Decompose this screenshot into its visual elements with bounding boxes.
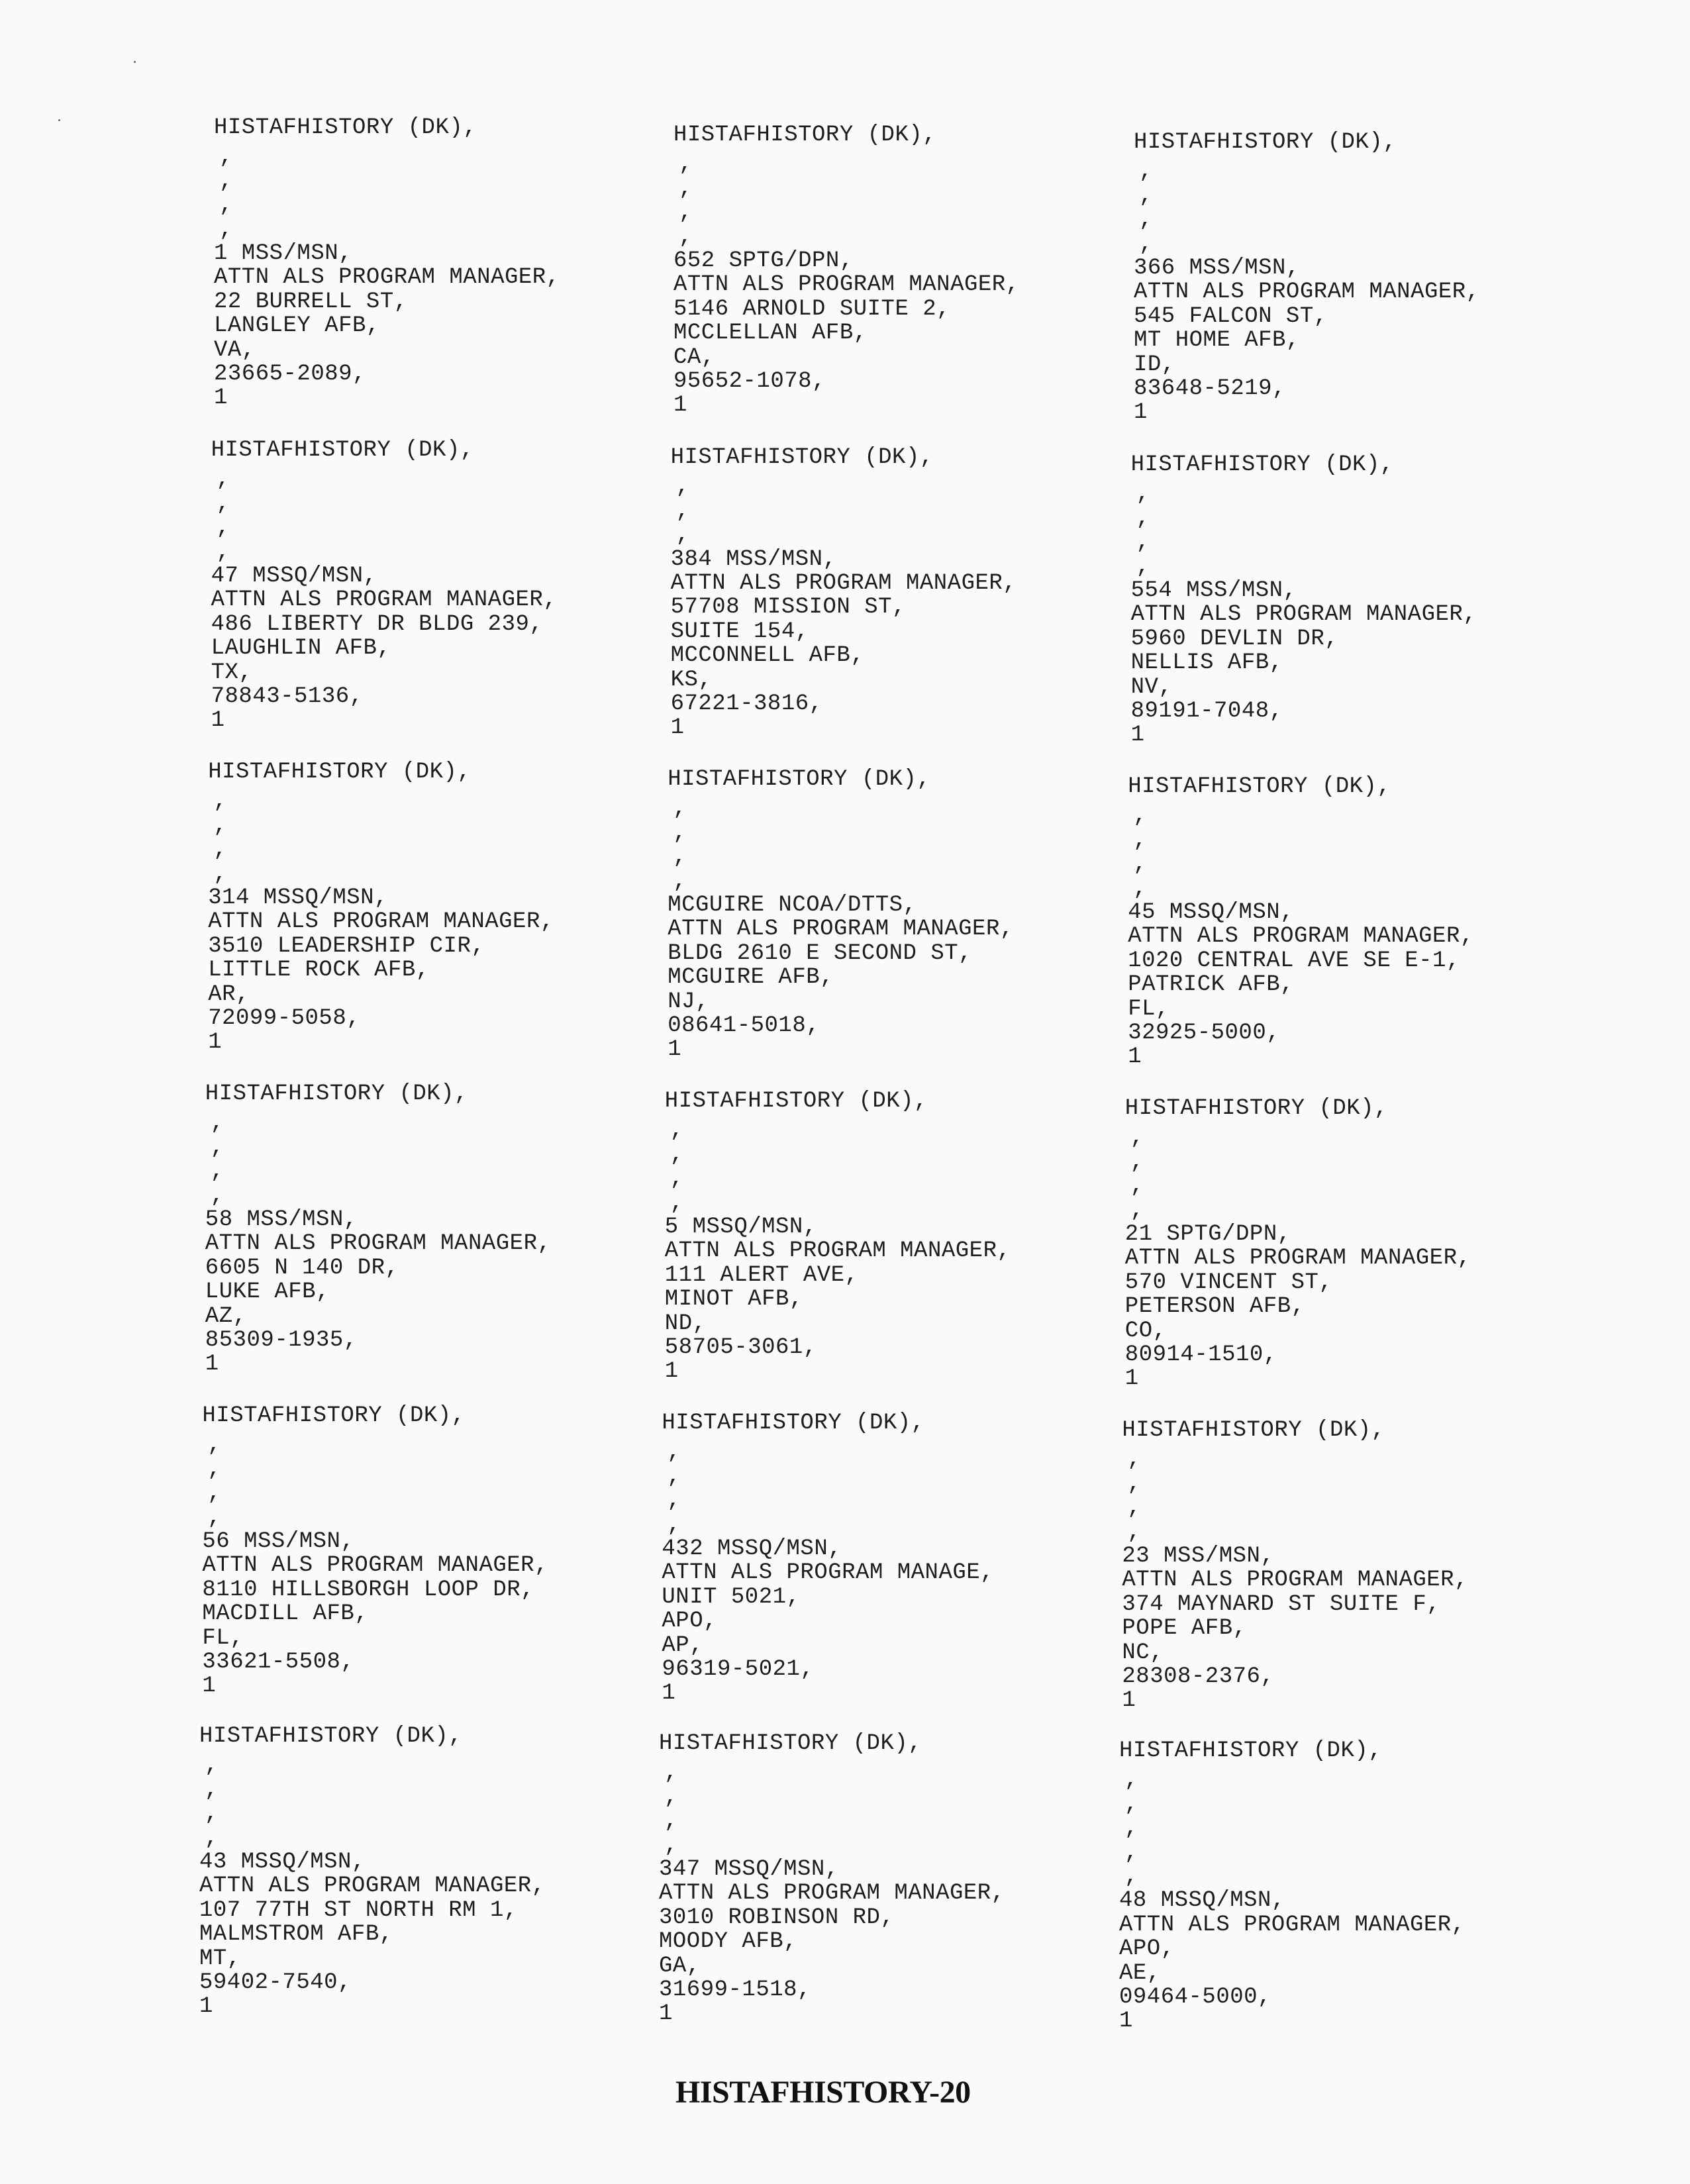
empty-field-comma: , [219,168,233,194]
label-line: 1 [199,1994,213,2020]
label-line: 1 [1134,400,1148,426]
label-line: 652 SPTG/DPN, [673,248,854,274]
label-line: 58 MSS/MSN, [205,1207,358,1233]
empty-field-comma: , [1133,875,1148,901]
empty-field-comma: , [1136,554,1150,579]
empty-field-comma: , [670,1166,684,1192]
label-line: 545 FALCON ST, [1134,303,1328,329]
empty-field-comma: , [1127,1471,1142,1497]
label-line: 48 MSSQ/MSN, [1119,1888,1285,1914]
address-label [1122,1418,1468,1713]
empty-field-comma: , [1136,530,1150,556]
address-label [1119,1739,1466,2034]
empty-field-comma: , [205,1777,219,1803]
empty-field-comma: , [207,1456,222,1482]
label-line: 09464-5000, [1119,1985,1271,2010]
label-line: ND, [664,1311,707,1336]
label-line: 58705-3061, [664,1335,817,1361]
label-line: LITTLE ROCK AFB, [208,958,430,983]
address-label [1128,775,1474,1069]
label-line: MCCLELLAN AFB, [673,321,868,346]
label-line: 374 MAYNARD ST SUITE F, [1122,1591,1441,1617]
empty-field-comma: , [1133,803,1148,829]
empty-field-comma: , [205,1801,219,1827]
empty-field-comma: , [216,491,230,517]
label-header: HISTAFHISTORY (DK), [1122,1418,1385,1443]
scan-speck [58,119,60,121]
label-line: 45 MSSQ/MSN, [1128,900,1295,926]
address-label [202,1404,548,1699]
empty-field-comma: , [1139,159,1153,185]
empty-field-comma: , [219,193,233,219]
label-line: GA, [659,1953,701,1979]
label-line: LANGLEY AFB, [214,313,380,339]
label-line: ATTN ALS PROGRAM MANAGER, [668,917,1014,942]
empty-field-comma: , [667,1440,681,1465]
label-line: 1 [1122,1688,1136,1714]
label-header: HISTAFHISTORY (DK), [668,767,931,792]
label-line: 6605 N 140 DR, [205,1255,399,1281]
label-line: 85309-1935, [205,1328,358,1354]
empty-field-comma: , [1127,1519,1142,1545]
label-line: 95652-1078, [673,369,826,395]
empty-field-comma: , [679,224,693,250]
label-line: ATTN ALS PROGRAM MANAGER, [659,1881,1005,1907]
label-line: 1 [668,1037,682,1063]
label-line: 31699-1518, [659,1977,811,2003]
label-line: 72099-5058, [208,1006,361,1032]
empty-field-comma: , [675,522,690,548]
label-line: 3010 ROBINSON RD, [659,1905,895,1930]
empty-field-comma: , [1124,1840,1138,1865]
label-header: HISTAFHISTORY (DK), [673,123,937,148]
label-line: MCGUIRE NCOA/DTTS, [668,893,917,918]
label-line: 23665-2089, [214,362,366,387]
label-header: HISTAFHISTORY (DK), [202,1403,466,1428]
label-line: APO, [1119,1936,1175,1962]
label-header: HISTAFHISTORY (DK), [1134,130,1397,155]
label-line: MALMSTROM AFB, [199,1922,393,1948]
empty-field-comma: , [207,1481,222,1507]
label-line: 67221-3816, [670,691,823,717]
address-label [671,446,1017,740]
label-line: AE, [1119,1960,1161,1986]
page-footer: HISTAFHISTORY-20 [675,2075,971,2110]
label-line: 1 MSS/MSN, [214,241,353,267]
empty-field-comma: , [670,1190,684,1216]
label-line: ATTN ALS PROGRAM MANAGER, [1122,1567,1468,1593]
label-line: MACDILL AFB, [202,1601,369,1627]
address-label [205,1082,552,1377]
label-line: 554 MSS/MSN, [1130,578,1297,604]
empty-field-comma: , [213,861,228,887]
label-line: ATTN ALS PROGRAM MANAGER, [205,1231,552,1257]
label-line: 1 [662,1681,676,1707]
label-header: HISTAFHISTORY (DK), [208,760,472,785]
empty-field-comma: , [213,813,228,838]
label-line: 384 MSS/MSN, [670,546,837,572]
label-line: 111 ALERT AVE, [664,1262,859,1288]
label-line: ATTN ALS PROGRAM MANAGER, [199,1873,546,1899]
label-line: 1 [211,708,225,734]
label-line: MOODY AFB, [659,1929,798,1955]
label-line: AP, [662,1632,704,1658]
empty-field-comma: , [216,467,230,493]
label-line: NV, [1130,674,1173,700]
label-line: MT HOME AFB, [1134,328,1300,354]
address-label [668,768,1014,1062]
label-line: APO, [662,1609,718,1634]
label-line: ATTN ALS PROGRAM MANAGER, [211,587,558,613]
label-header: HISTAFHISTORY (DK), [214,115,477,140]
label-header: HISTAFHISTORY (DK), [205,1081,468,1107]
label-line: ATTN ALS PROGRAM MANAGER, [1130,602,1477,628]
label-line: ATTN ALS PROGRAM MANAGER, [1134,279,1480,305]
label-line: MCGUIRE AFB, [668,965,834,991]
label-line: 80914-1510, [1124,1342,1277,1368]
label-line: 33621-5508, [202,1650,355,1675]
empty-field-comma: , [219,217,233,242]
label-line: 1 [673,393,687,419]
label-line: 5 MSSQ/MSN, [664,1215,817,1240]
label-line: MT, [199,1946,241,1971]
label-line: 314 MSSQ/MSN, [208,885,388,911]
empty-field-comma: , [210,1159,224,1185]
empty-field-comma: , [664,1760,678,1786]
empty-field-comma: , [1136,481,1150,507]
label-line: POPE AFB, [1122,1616,1247,1642]
empty-field-comma: , [667,1464,681,1489]
label-line: 1 [1119,2009,1133,2034]
label-line: 1 [670,715,685,741]
empty-field-comma: , [679,200,693,226]
label-line: 432 MSSQ/MSN, [662,1536,842,1562]
empty-field-comma: , [675,498,690,524]
label-header: HISTAFHISTORY (DK), [1124,1096,1388,1121]
label-line: NELLIS AFB, [1130,650,1283,676]
label-line: LAUGHLIN AFB, [211,636,391,662]
empty-field-comma: , [1139,183,1153,209]
label-line: PATRICK AFB, [1128,972,1295,998]
label-line: AZ, [205,1303,247,1329]
label-line: ATTN ALS PROGRAM MANAGE, [662,1560,995,1586]
empty-field-comma: , [210,1183,224,1209]
label-line: 1 [1128,1044,1142,1070]
empty-field-comma: , [1130,1197,1144,1223]
label-line: NC, [1122,1640,1164,1665]
empty-field-comma: , [1124,1816,1138,1842]
label-line: 1 [205,1352,219,1377]
empty-field-comma: , [1136,505,1150,531]
empty-field-comma: , [207,1432,222,1458]
label-line: 1 [1124,1366,1139,1392]
label-line: 1020 CENTRAL AVE SE E-1, [1128,948,1460,973]
label-line: 1 [214,385,228,411]
empty-field-comma: , [1124,1864,1138,1890]
label-line: MINOT AFB, [664,1287,803,1313]
label-line: 366 MSS/MSN, [1134,256,1300,281]
address-label [673,123,1020,418]
label-line: 3510 LEADERSHIP CIR, [208,933,485,959]
label-header: HISTAFHISTORY (DK), [211,438,474,463]
empty-field-comma: , [670,1142,684,1167]
label-line: 78843-5136, [211,684,364,710]
empty-field-comma: , [1127,1447,1142,1473]
label-line: 5146 ARNOLD SUITE 2, [673,296,951,322]
label-line: CA, [673,344,715,370]
label-line: UNIT 5021, [662,1584,801,1610]
label-line: 8110 HILLSBORGH LOOP DR, [202,1577,535,1603]
address-label [199,1724,546,2019]
label-line: FL, [1128,996,1169,1022]
label-line: SUITE 154, [670,619,809,644]
label-line: 1 [208,1030,223,1056]
label-line: MCCONNELL AFB, [670,643,865,669]
label-header: HISTAFHISTORY (DK), [670,445,934,470]
label-line: 96319-5021, [662,1657,815,1683]
label-line: CO, [1124,1318,1167,1344]
label-line: FL, [202,1625,244,1651]
label-line: ATTN ALS PROGRAM MANAGER, [202,1553,548,1579]
empty-field-comma: , [664,1784,678,1810]
label-line: BLDG 2610 E SECOND ST, [668,940,973,966]
empty-field-comma: , [210,1111,224,1136]
label-line: ID, [1134,352,1175,377]
empty-field-comma: , [667,1512,681,1538]
label-header: HISTAFHISTORY (DK), [1130,452,1394,477]
empty-field-comma: , [216,515,230,541]
empty-field-comma: , [213,837,228,863]
address-label [211,438,558,733]
empty-field-comma: , [205,1753,219,1779]
label-line: 347 MSSQ/MSN, [659,1857,839,1883]
address-label [1131,453,1477,748]
empty-field-comma: , [664,1809,678,1834]
label-line: 47 MSSQ/MSN, [211,564,377,589]
label-line: 1 [664,1359,679,1385]
empty-field-comma: , [673,844,687,870]
empty-field-comma: , [670,1118,684,1144]
label-line: 23 MSS/MSN, [1122,1544,1275,1569]
empty-field-comma: , [205,1825,219,1851]
empty-field-comma: , [1133,852,1148,877]
empty-field-comma: , [213,789,228,815]
address-label [659,1732,1005,2026]
label-line: ATTN ALS PROGRAM MANAGER, [1128,924,1474,950]
label-line: ATTN ALS PROGRAM MANAGER, [673,272,1020,298]
empty-field-comma: , [673,820,687,846]
label-line: AR, [208,981,250,1007]
label-line: ATTN ALS PROGRAM MANAGER, [664,1238,1011,1264]
label-line: NJ, [668,989,709,1015]
label-line: 28308-2376, [1122,1664,1275,1690]
empty-field-comma: , [207,1505,222,1530]
label-line: 43 MSSQ/MSN, [199,1850,366,1875]
empty-field-comma: , [679,152,693,177]
label-line: 5960 DEVLIN DR, [1130,626,1339,652]
empty-field-comma: , [673,868,687,894]
label-line: 22 BURRELL ST, [214,289,408,315]
label-header: HISTAFHISTORY (DK), [664,1089,928,1114]
label-line: 107 77TH ST NORTH RM 1, [199,1897,518,1923]
label-line: 83648-5219, [1134,376,1286,402]
empty-field-comma: , [1130,1173,1144,1199]
label-line: TX, [211,660,253,685]
label-line: 1 [1130,722,1145,748]
label-line: VA, [214,337,256,363]
empty-field-comma: , [219,144,233,170]
empty-field-comma: , [1133,827,1148,853]
address-label [665,1089,1011,1384]
label-line: 32925-5000, [1128,1020,1281,1046]
empty-field-comma: , [210,1134,224,1160]
label-header: HISTAFHISTORY (DK), [659,1731,922,1756]
empty-field-comma: , [679,175,693,201]
scan-speck [134,61,136,63]
label-line: LUKE AFB, [205,1279,330,1305]
label-line: 1 [202,1673,217,1699]
empty-field-comma: , [675,474,690,500]
label-header: HISTAFHISTORY (DK), [1128,774,1391,799]
empty-field-comma: , [667,1488,681,1514]
address-label [1125,1097,1471,1391]
empty-field-comma: , [216,539,230,565]
address-label [662,1411,994,1706]
label-line: 1 [659,2001,673,2027]
empty-field-comma: , [1124,1767,1138,1793]
label-line: 21 SPTG/DPN, [1124,1222,1291,1248]
label-line: 56 MSS/MSN, [202,1529,355,1555]
label-header: HISTAFHISTORY (DK), [1119,1738,1383,1763]
empty-field-comma: , [1130,1125,1144,1151]
address-label [214,116,560,411]
label-header: HISTAFHISTORY (DK), [662,1411,925,1436]
empty-field-comma: , [673,796,687,822]
empty-field-comma: , [1124,1791,1138,1817]
label-line: 08641-5018, [668,1013,820,1039]
label-line: PETERSON AFB, [1124,1294,1305,1320]
label-line: 570 VINCENT ST, [1124,1269,1333,1295]
label-line: 59402-7540, [199,1970,352,1996]
empty-field-comma: , [1130,1149,1144,1175]
label-line: ATTN ALS PROGRAM MANAGER, [208,909,554,935]
address-label [1134,130,1480,425]
label-line: KS, [670,667,713,693]
label-line: ATTN ALS PROGRAM MANAGER, [1124,1246,1471,1271]
empty-field-comma: , [664,1832,678,1858]
label-line: ATTN ALS PROGRAM MANAGER, [670,571,1017,597]
label-header: HISTAFHISTORY (DK), [199,1724,463,1749]
empty-field-comma: , [1139,231,1153,257]
empty-field-comma: , [1127,1495,1142,1521]
label-line: 89191-7048, [1130,699,1283,724]
empty-field-comma: , [1139,207,1153,233]
address-label [208,760,554,1055]
label-line: 486 LIBERTY DR BLDG 239, [211,611,544,637]
label-line: ATTN ALS PROGRAM MANAGER, [214,265,560,291]
label-line: 57708 MISSION ST, [670,595,906,620]
label-line: ATTN ALS PROGRAM MANAGER, [1119,1912,1466,1938]
